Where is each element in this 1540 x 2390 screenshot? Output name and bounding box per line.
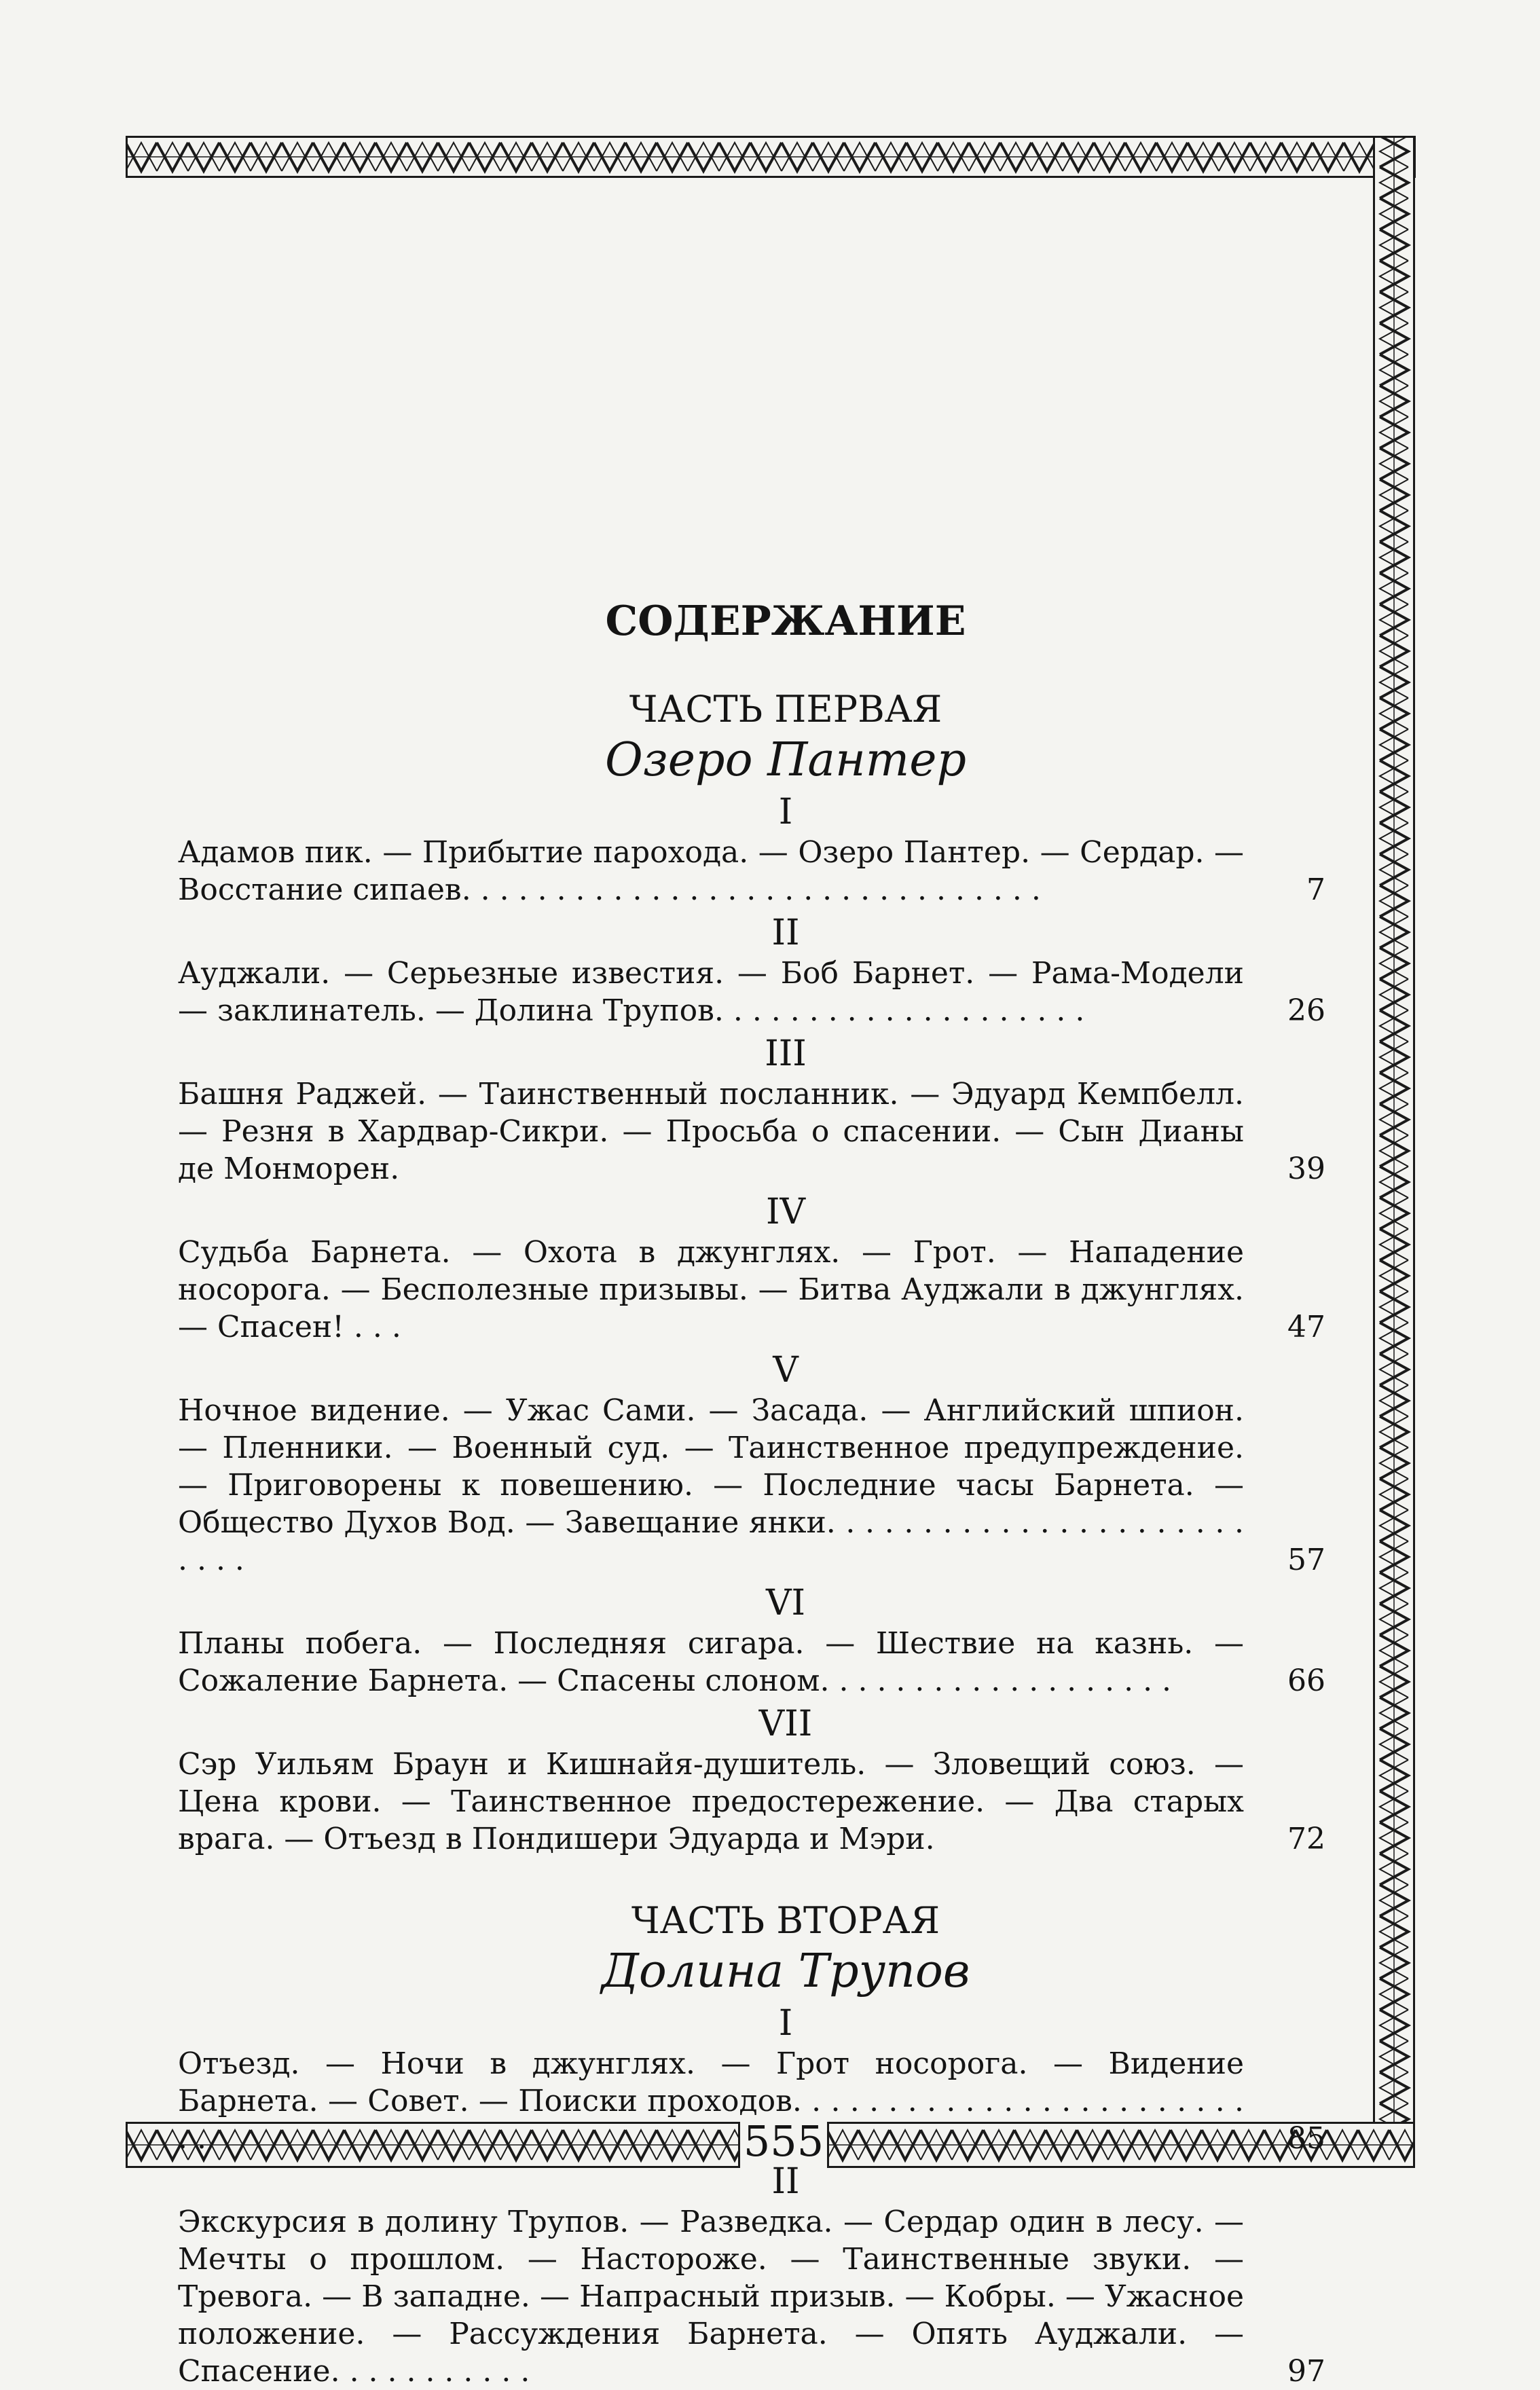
ornamental-border-right: [1373, 136, 1415, 2168]
toc-entry-text: Экскурсия в долину Трупов. — Разведка. — Сердар один в лесу. — Мечты о прошлом. — Настороже. — Таинственные звуки. — Тревога. — В западне. — Напрасный призыв. — Кобры. — Ужасное положение. — Рассуждения Барнета. — Опять Ауджали. — Спасение. . . . . . . . . . .: [178, 2205, 1244, 2389]
toc-entry-text: Башня Раджей. — Таинственный посланник. — Эдуард Кемпбелл. — Резня в Хардвар-Сикри. — Просьба о спасении. — Сын Дианы де Монморен.: [178, 1077, 1244, 1186]
table-of-contents: [178, 584, 1325, 2390]
chapter-number: II: [771, 913, 800, 953]
toc-entry: [178, 1746, 1325, 1858]
toc-entry-page: 47: [1287, 1310, 1325, 1344]
part-label: ЧАСТЬ ВТОРАЯ: [631, 1899, 940, 1942]
page-number: 555: [743, 2116, 824, 2166]
toc-entry: [178, 1234, 1325, 1346]
toc-entry: [178, 1625, 1325, 1699]
toc-entry-page: 85: [1287, 2121, 1325, 2156]
chapter-number: I: [778, 792, 793, 832]
toc-entry-page: 57: [1287, 1543, 1325, 1577]
part-label: ЧАСТЬ ПЕРВАЯ: [629, 688, 942, 731]
toc-entry: [178, 1392, 1325, 1579]
toc-entry-text: Отъезд. — Ночи в джунглях. — Грот носорога. — Видение Барнета. — Совет. — Поиски проходов. . . . . . . . . . . . . . . . . . . . . . . . . .: [178, 2046, 1244, 2156]
chapter-number: II: [771, 2161, 800, 2202]
chapter-number: III: [765, 1033, 807, 1074]
toc-entry: [178, 955, 1325, 1029]
toc-entry-text: Адамов пик. — Прибытие парохода. — Озеро Пантер. — Сердар. — Восстание сипаев. . . . . . . . . . . . . . . . . . . . . . . . . . . . . . .: [178, 835, 1244, 907]
toc-entry-text: Ночное видение. — Ужас Сами. — Засада. — Английский шпион. — Пленники. — Военный суд. — Таинственное предупреждение. — Приговорены к повешению. — Последние часы Барнета. — Общество Духов Вод. — Завещание янки. . . . . . . . . . . . . . . . . . . . . . . . . .: [178, 1393, 1244, 1577]
toc-entry-text: Планы побега. — Последняя сигара. — Шествие на казнь. — Сожаление Барнета. — Спасены слоном. . . . . . . . . . . . . . . . . . .: [178, 1626, 1244, 1698]
part-one: [178, 686, 1325, 1858]
toc-entry-page: 26: [1287, 993, 1325, 1028]
toc-entry: [178, 1076, 1325, 1188]
toc-entry-text: Сэр Уильям Браун и Кишнайя-душитель. — Зловещий союз. — Цена крови. — Таинственное предостережение. — Два старых врага. — Отъезд в Пондишери Эдуарда и Мэри.: [178, 1747, 1244, 1856]
toc-entry-page: 66: [1287, 1663, 1325, 1698]
chapter-number: IV: [765, 1192, 806, 1232]
toc-entry-page: 97: [1287, 2354, 1325, 2389]
toc-entry-text: Ауджали. — Серьезные известия. — Боб Барнет. — Рама-Модели — заклинатель. — Долина Трупов. . . . . . . . . . . . . . . . . . . .: [178, 956, 1244, 1028]
chapter-number: VI: [765, 1583, 806, 1623]
page-title: СОДЕРЖАНИЕ: [605, 598, 966, 645]
ornamental-border-top: [126, 136, 1416, 178]
part-two: [178, 1897, 1325, 2390]
toc-entry-page: 39: [1287, 1152, 1325, 1186]
toc-entry: [178, 2203, 1325, 2390]
chapter-number: I: [778, 2003, 793, 2044]
toc-entry-page: 72: [1287, 1822, 1325, 1856]
toc-entry: [178, 2045, 1325, 2157]
chapter-number: VII: [758, 1704, 813, 1744]
toc-entry-page: 7: [1306, 872, 1325, 907]
part-title: Долина Трупов: [601, 1945, 970, 1998]
part-title: Озеро Пантер: [604, 733, 967, 787]
toc-entry: [178, 834, 1325, 908]
toc-entry-text: Судьба Барнета. — Охота в джунглях. — Грот. — Нападение носорога. — Бесполезные призывы. — Битва Ауджали в джунглях. — Спасен! . . .: [178, 1235, 1244, 1344]
chapter-number: V: [773, 1350, 799, 1391]
